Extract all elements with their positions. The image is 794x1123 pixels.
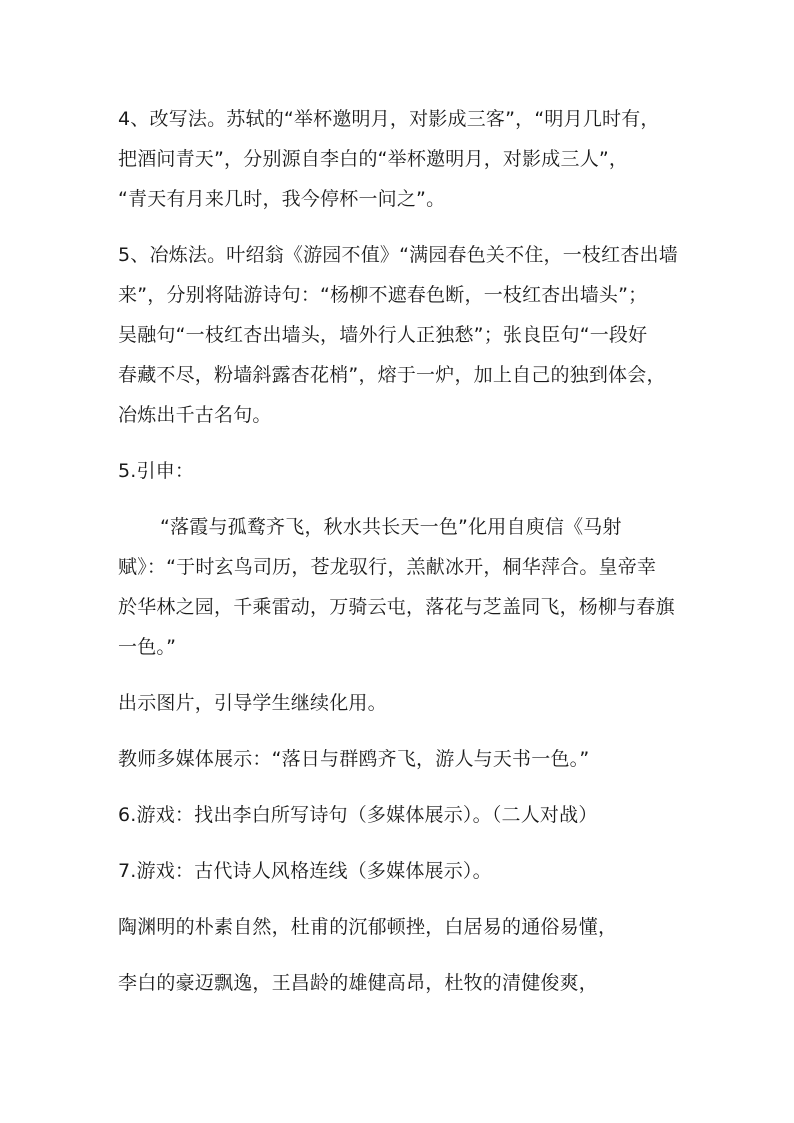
paragraph-line: 把酒问青天”，分别源自李白的“举杯邀明月，对影成三人”， (118, 148, 629, 170)
paragraph-line: 出示图片，引导学生继续化用。 (118, 692, 387, 714)
paragraph-line: “落霞与孤鹜齐飞，秋水共长天一色”化用自庾信《马射 (160, 516, 622, 538)
paragraph-line: 冶炼出千古名句。 (118, 404, 272, 426)
paragraph-line: 5、冶炼法。叶绍翁《游园不值》“满园春色关不住，一枝红杏出墙 (118, 244, 678, 266)
paragraph-line: 4、改写法。苏轼的“举杯邀明月，对影成三客”，“明月几时有， (118, 108, 660, 130)
section-heading: 7.游戏：古代诗人风格连线（多媒体展示）。 (118, 860, 492, 882)
section-heading: 6.游戏：找出李白所写诗句（多媒体展示）。（二人对战） (118, 804, 598, 826)
paragraph-line: 李白的豪迈飘逸，王昌龄的雄健高昂，杜牧的清健俊爽， (118, 972, 599, 994)
paragraph-line: 陶渊明的朴素自然，杜甫的沉郁顿挫，白居易的通俗易懂， (118, 916, 618, 938)
section-heading: 5.引申： (118, 460, 195, 482)
paragraph-line: 於华林之园，千乘雷动，万骑云屯，落花与芝盖同飞，杨柳与春旗 (118, 596, 675, 618)
paragraph-line: 赋》：“于时玄鸟司历，苍龙驭行，羔献冰开，桐华萍合。皇帝幸 (118, 556, 657, 578)
paragraph-line: 一色。” (118, 636, 177, 658)
paragraph-line: 春藏不尽，粉墙斜露杏花梢”，熔于一炉，加上自己的独到体会， (118, 364, 666, 386)
paragraph-line: 来”，分别将陆游诗句：“杨柳不遮春色断，一枝红杏出墙头”； (118, 284, 648, 306)
paragraph-line: 教师多媒体展示：“落日与群鸥齐飞，游人与天书一色。” (118, 748, 590, 770)
paragraph-line: 吴融句“一枝红杏出墙头，墙外行人正独愁”；张良臣句“一段好 (118, 324, 648, 346)
paragraph-line: “青天有月来几时，我今停杯一问之”。 (118, 188, 446, 210)
